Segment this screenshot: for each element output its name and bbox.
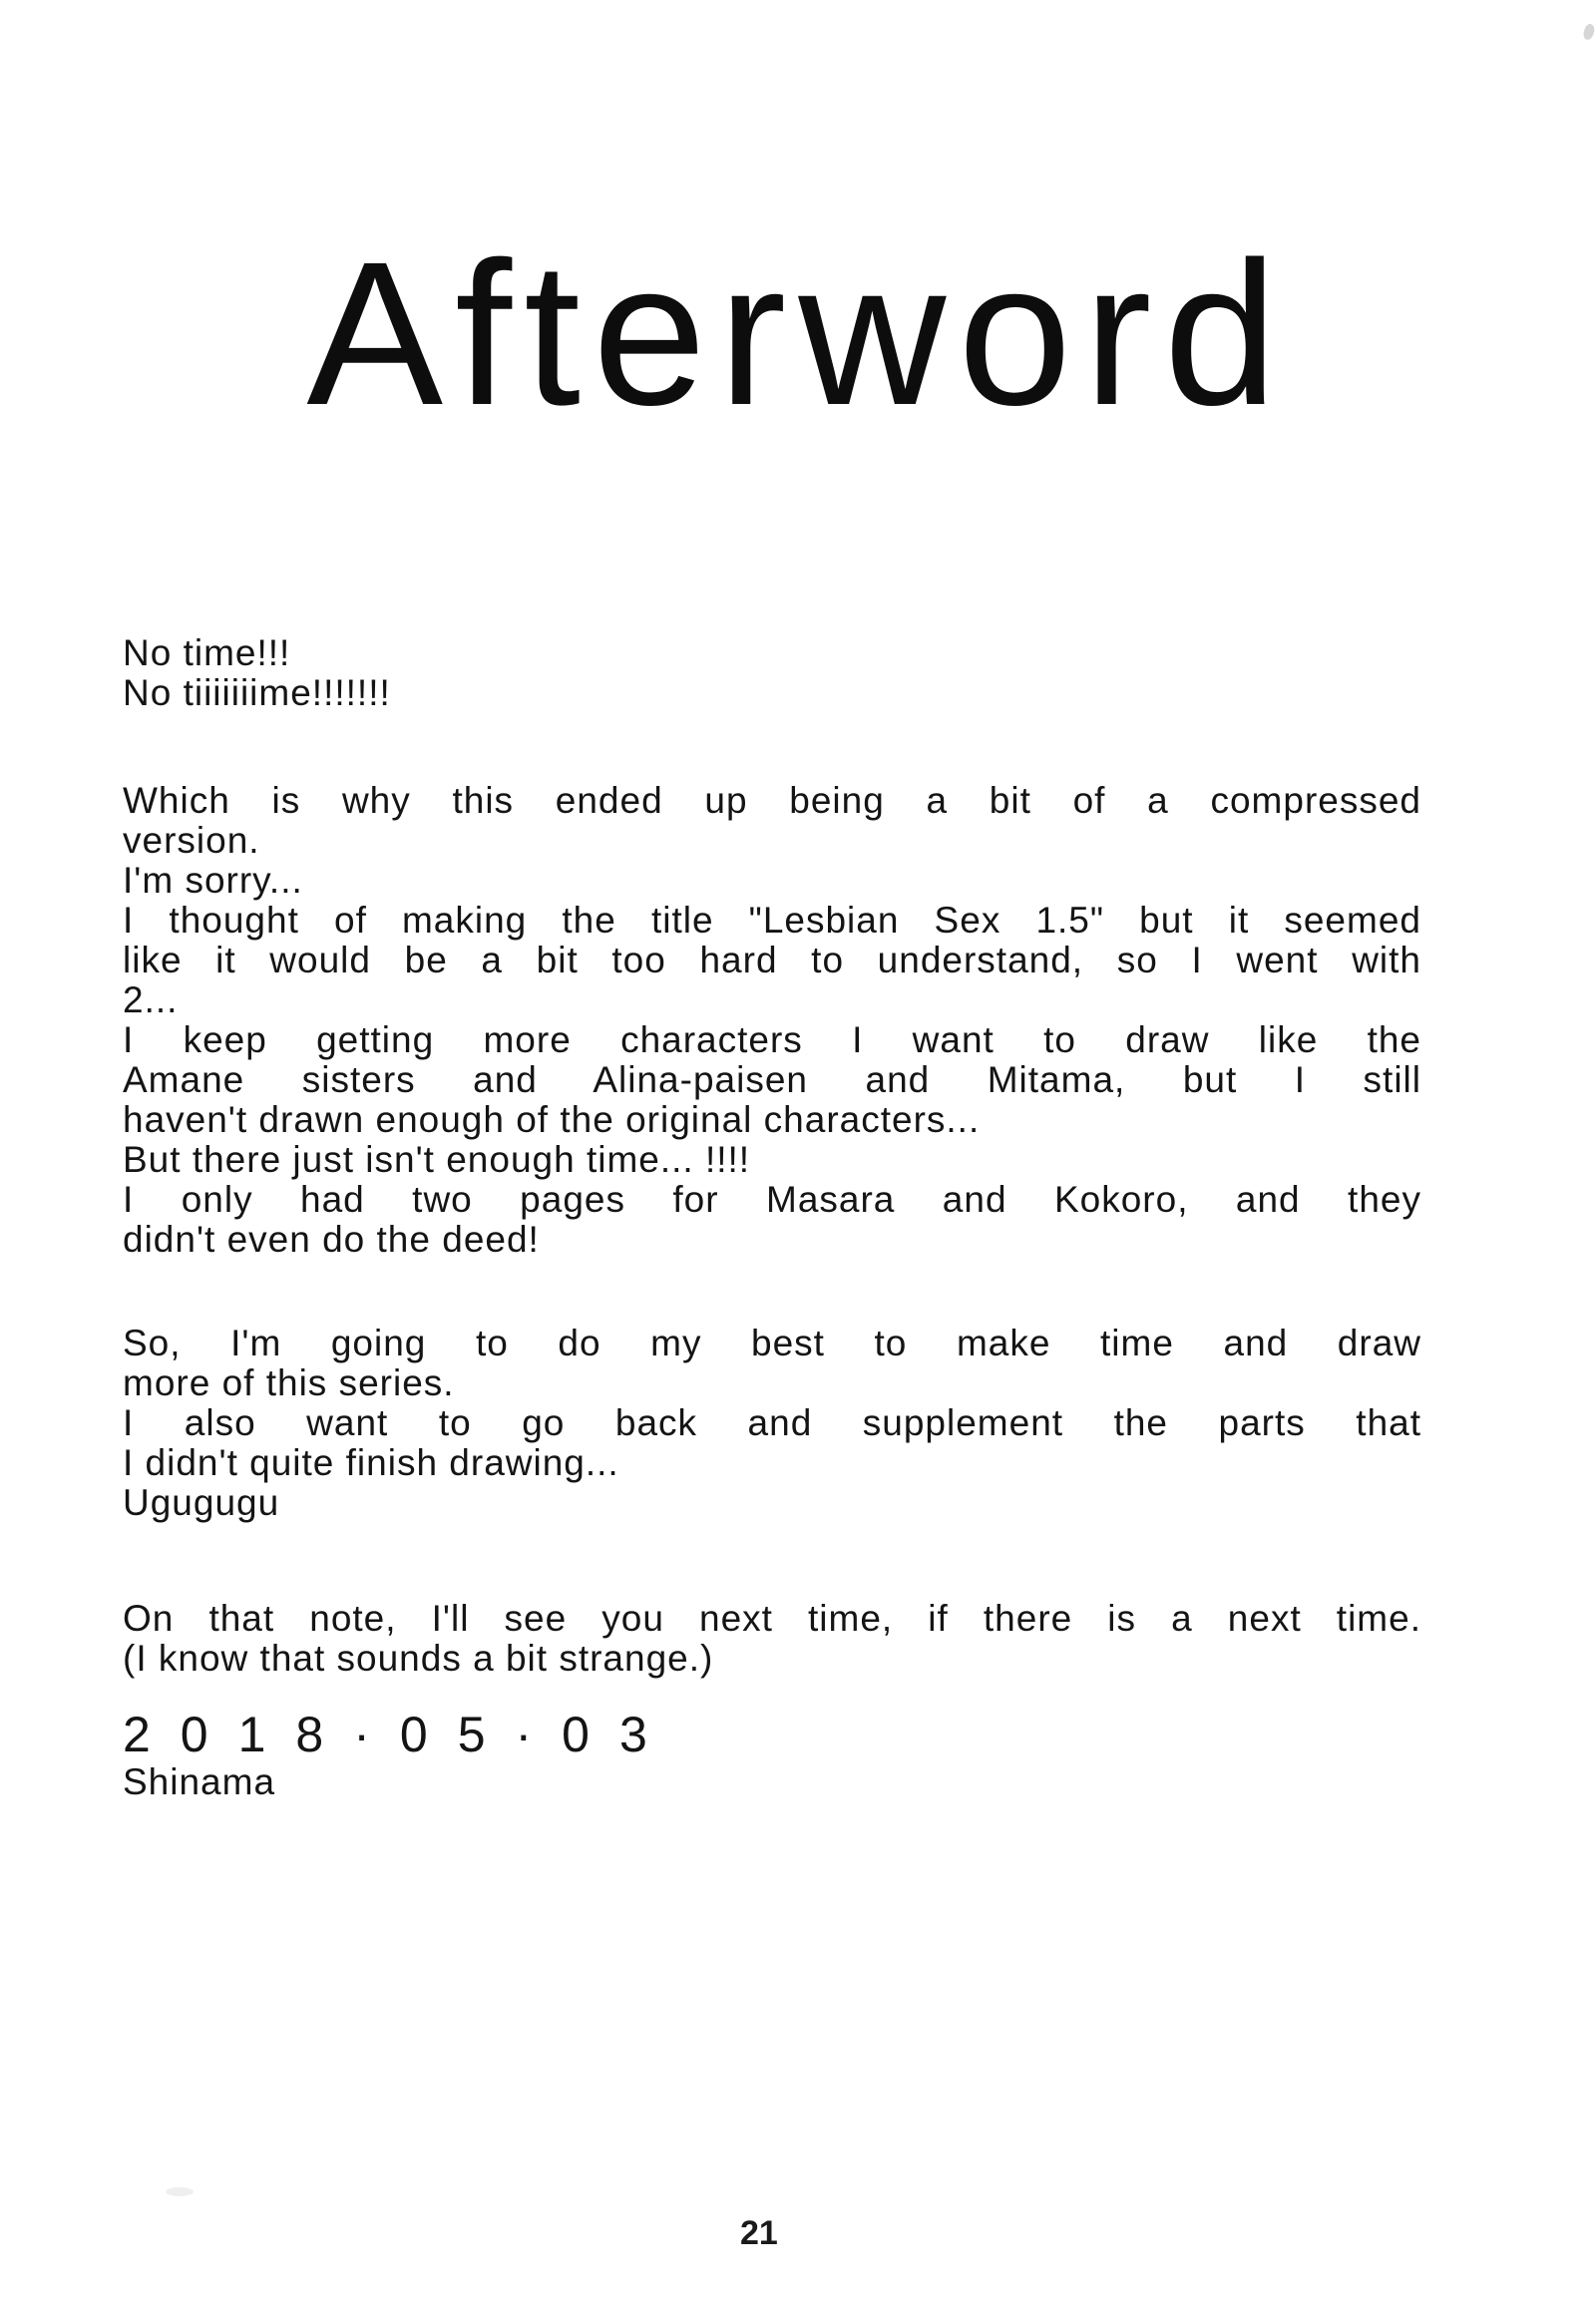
text-line: No time!!! [123,632,291,673]
paragraph [123,781,1421,1260]
text-line: like it would be a bit too hard to understand, so I went with [123,940,1421,980]
text-line: 2... [123,979,179,1020]
text-line: I thought of making the title "Lesbian Sex 1.5" but it seemed [123,900,1421,941]
scan-artifact [166,2187,194,2196]
signature: Shinama [123,1761,276,1802]
text-line: didn't even do the deed! [123,1219,540,1260]
text-line: I keep getting more characters I want to draw like the [123,1019,1421,1060]
paragraph [123,1324,1421,1523]
scan-artifact [1582,23,1596,41]
date-line: 2018·05·03 [123,1707,677,1762]
text-line: Amane sisters and Alina-paisen and Mitama, but I still [123,1059,1421,1100]
text-line: I only had two pages for Masara and Kokoro, and they [123,1179,1421,1220]
text-line: But there just isn't enough time... !!!! [123,1139,751,1180]
paragraph [123,633,1421,713]
text-line: No tiiiiiiime!!!!!!! [123,672,391,713]
page-number: 21 [740,2214,778,2252]
text-line: haven't drawn enough of the original characters... [123,1099,981,1140]
page-title: Afterword [306,219,1290,448]
text-line: I didn't quite finish drawing... [123,1442,619,1483]
text-line: Which is why this ended up being a bit of a compressed [123,780,1421,821]
text-line: On that note, I'll see you next time, if there is a next time. [123,1598,1421,1639]
text-line: (I know that sounds a bit strange.) [123,1638,714,1679]
text-line: version. [123,820,260,861]
text-line: I'm sorry... [123,860,303,901]
text-line: So, I'm going to do my best to make time and draw [123,1323,1421,1363]
afterword-body [123,633,1421,1679]
text-line: Ugugugu [123,1482,280,1523]
text-line: I also want to go back and supplement the parts that [123,1402,1421,1443]
text-line: more of this series. [123,1362,455,1403]
paragraph [123,1599,1421,1679]
